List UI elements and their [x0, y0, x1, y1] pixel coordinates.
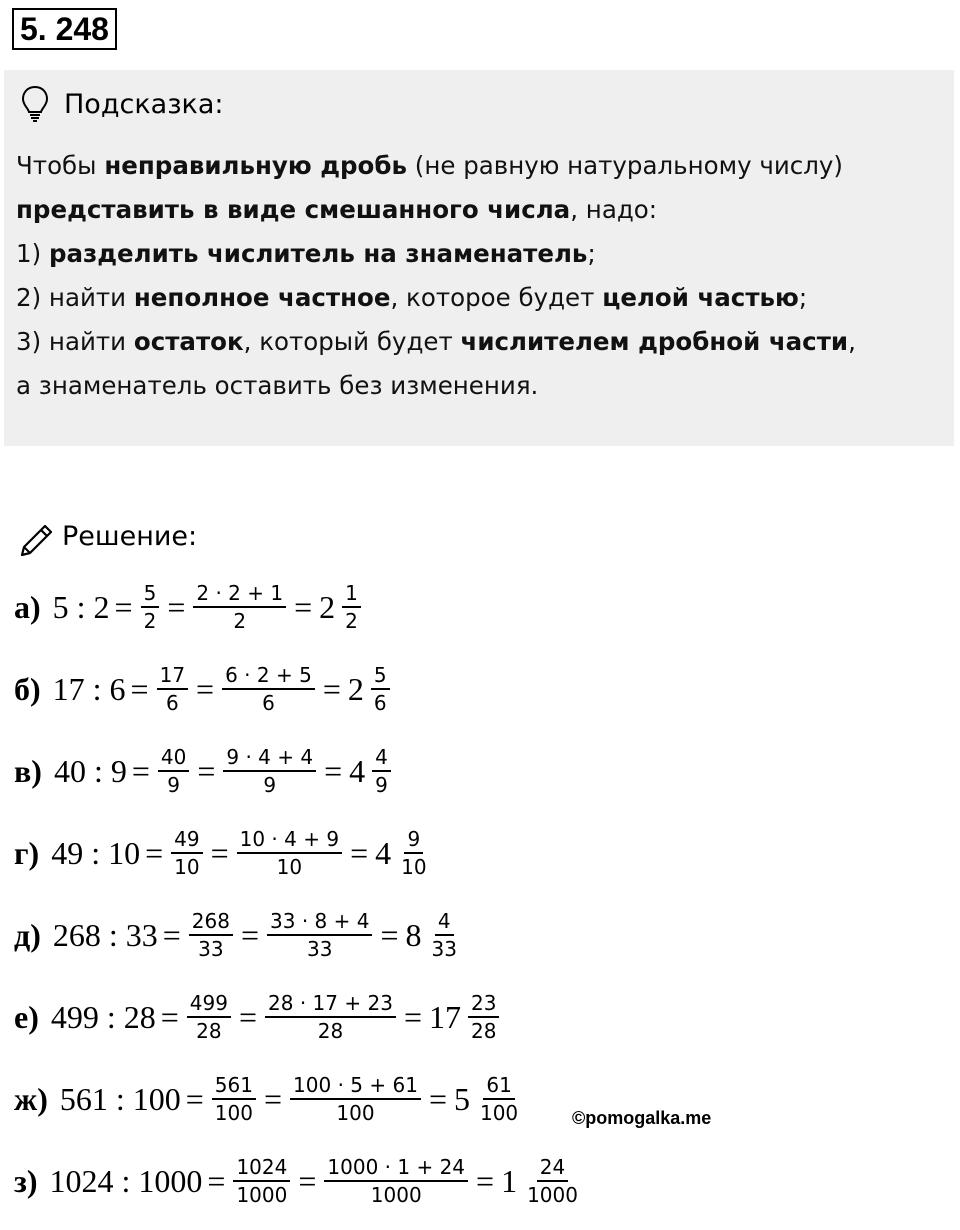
division-expression: 5 : 2 [52, 588, 110, 625]
hint-text-segment: ; [798, 283, 808, 312]
fractional-part [372, 744, 391, 798]
numerator: 24 [537, 1154, 568, 1182]
denominator: 10 [174, 855, 200, 879]
equation-label: ж) [14, 1080, 48, 1117]
pencil-icon [16, 516, 56, 556]
hint-text-segment: , надо: [570, 195, 658, 224]
numerator: 61 [483, 1072, 514, 1100]
equation-row [14, 654, 393, 724]
numerator: 2 · 2 + 1 [193, 580, 286, 608]
division-expression: 1024 : 1000 [49, 1162, 203, 1199]
numerator: 499 [187, 990, 231, 1018]
division-expression: 268 : 33 [52, 916, 158, 953]
improper-fraction [189, 908, 233, 962]
numerator: 1024 [233, 1154, 290, 1182]
numerator: 40 [158, 744, 189, 772]
improper-fraction [157, 662, 188, 716]
denominator: 33 [198, 937, 224, 961]
expanded-fraction [324, 1154, 468, 1208]
whole-part: 4 [375, 834, 392, 871]
whole-part: 2 [347, 670, 364, 707]
division-expression: 49 : 10 [51, 834, 141, 871]
numerator: 5 [371, 662, 390, 690]
equals-sign: = [131, 752, 150, 789]
hint-text [16, 144, 946, 408]
hint-line [16, 188, 946, 232]
equals-sign: = [196, 670, 215, 707]
equation-row [14, 736, 394, 806]
equals-sign: = [130, 670, 149, 707]
equals-sign: = [210, 834, 229, 871]
equals-sign: = [263, 1080, 283, 1117]
equals-sign: = [294, 588, 313, 625]
denominator: 2 [233, 609, 247, 633]
hint-text-segment: (не равную натуральному числу) [406, 151, 843, 180]
equation-label: а) [14, 588, 41, 625]
equation-label: д) [14, 916, 41, 953]
equals-sign: = [476, 1162, 495, 1199]
equals-sign: = [298, 1162, 317, 1199]
denominator: 100 [336, 1101, 375, 1125]
denominator: 28 [470, 1019, 497, 1043]
hint-line [16, 144, 946, 188]
equals-sign: = [403, 998, 422, 1035]
numerator: 49 [171, 826, 202, 854]
denominator: 1000 [370, 1183, 422, 1207]
equation-label: г) [14, 834, 40, 871]
hint-bold-text: представить в виде смешанного числа [16, 195, 571, 224]
hint-line [16, 320, 946, 364]
expanded-fraction [265, 990, 396, 1044]
hint-bold-text: остаток [133, 327, 244, 356]
hint-text-segment: 1) [16, 239, 49, 268]
whole-part: 4 [349, 752, 366, 789]
hint-bold-text: неполное частное [133, 283, 391, 312]
denominator: 9 [167, 773, 180, 797]
denominator: 6 [373, 691, 387, 715]
fractional-part [371, 662, 390, 716]
numerator: 17 [157, 662, 188, 690]
fractional-part [524, 1154, 581, 1208]
denominator: 28 [196, 1019, 222, 1043]
equals-sign: = [185, 1080, 204, 1117]
improper-fraction [187, 990, 231, 1044]
denominator: 1000 [236, 1183, 288, 1207]
hint-box [4, 70, 954, 446]
denominator: 9 [263, 773, 277, 797]
expanded-fraction [290, 1072, 421, 1126]
denominator: 2 [345, 609, 358, 633]
expanded-fraction [223, 744, 316, 798]
whole-part: 1 [501, 1162, 518, 1199]
hint-text-segment: Чтобы [16, 151, 105, 180]
numerator: 10 · 4 + 9 [237, 826, 342, 854]
denominator: 33 [307, 937, 333, 961]
expanded-fraction [267, 908, 372, 962]
hint-text-segment: 3) найти [16, 327, 134, 356]
improper-fraction [158, 744, 189, 798]
denominator: 9 [375, 773, 388, 797]
hint-text-segment: , которое будет [390, 283, 603, 312]
fractional-part [398, 826, 429, 880]
numerator: 5 [141, 580, 160, 608]
hint-line [16, 232, 946, 276]
fractional-part [477, 1072, 521, 1126]
hint-text-segment: а знаменатель оставить без изменения. [16, 371, 539, 400]
equation-row [14, 1146, 584, 1216]
numerator: 9 · 4 + 4 [223, 744, 316, 772]
numerator: 100 · 5 + 61 [290, 1072, 421, 1100]
expanded-fraction [237, 826, 342, 880]
equation-label: е) [14, 998, 39, 1035]
denominator: 33 [431, 937, 457, 961]
solution-title: Решение: [62, 520, 198, 552]
equals-sign: = [162, 916, 181, 953]
hint-text-segment: 2) найти [16, 283, 134, 312]
division-expression: 499 : 28 [50, 998, 156, 1035]
denominator: 2 [143, 609, 157, 633]
fractional-part [468, 990, 499, 1044]
numerator: 561 [212, 1072, 256, 1100]
equals-sign: = [324, 752, 343, 789]
equals-sign: = [207, 1162, 226, 1199]
hint-bold-text: неправильную дробь [104, 151, 407, 180]
denominator: 6 [262, 691, 275, 715]
equals-sign: = [322, 670, 341, 707]
whole-part: 8 [405, 916, 422, 953]
equation-row [14, 572, 364, 642]
problem-number: 5. 248 [12, 8, 117, 50]
equals-sign: = [197, 752, 216, 789]
hint-line [16, 364, 946, 408]
equation-row [14, 818, 433, 888]
hint-header [20, 84, 224, 124]
fractional-part [429, 908, 460, 962]
denominator: 100 [214, 1101, 253, 1125]
lightbulb-icon [20, 85, 50, 123]
improper-fraction [233, 1154, 290, 1208]
denominator: 1000 [527, 1183, 578, 1207]
hint-title: Подсказка: [64, 88, 224, 120]
equation-label: в) [14, 752, 42, 789]
hint-text-segment: ; [587, 239, 596, 268]
denominator: 10 [276, 855, 303, 879]
denominator: 10 [401, 855, 427, 879]
equation-row [14, 900, 463, 970]
solution-header [16, 514, 197, 558]
equals-sign: = [238, 998, 258, 1035]
equals-sign: = [380, 916, 399, 953]
hint-text-segment: , [848, 327, 856, 356]
numerator: 4 [435, 908, 454, 936]
hint-text-segment: , который будет [243, 327, 461, 356]
numerator: 6 · 2 + 5 [222, 662, 315, 690]
equation-label: з) [14, 1162, 38, 1199]
division-expression: 40 : 9 [53, 752, 127, 789]
division-expression: 17 : 6 [52, 670, 126, 707]
improper-fraction [141, 580, 160, 634]
whole-part: 5 [453, 1080, 470, 1117]
equals-sign: = [167, 588, 186, 625]
denominator: 28 [317, 1019, 344, 1043]
numerator: 28 · 17 + 23 [265, 990, 396, 1018]
numerator: 33 · 8 + 4 [267, 908, 372, 936]
improper-fraction [171, 826, 202, 880]
hint-bold-text: числителем дробной части [460, 327, 849, 356]
numerator: 23 [468, 990, 499, 1018]
watermark: ©pomogalka.me [572, 1108, 712, 1128]
equation-row [14, 982, 502, 1052]
improper-fraction [212, 1072, 256, 1126]
whole-part: 2 [319, 588, 336, 625]
hint-bold-text: разделить числитель на знаменатель [48, 239, 588, 268]
equals-sign: = [240, 916, 260, 953]
equation-row [14, 1064, 524, 1134]
equals-sign: = [145, 834, 164, 871]
hint-line [16, 276, 946, 320]
expanded-fraction [222, 662, 315, 716]
equals-sign: = [160, 998, 179, 1035]
numerator: 4 [372, 744, 391, 772]
fractional-part [342, 580, 361, 634]
division-expression: 561 : 100 [59, 1080, 181, 1117]
whole-part: 17 [428, 998, 461, 1035]
equals-sign: = [114, 588, 133, 625]
numerator: 1000 · 1 + 24 [324, 1154, 468, 1182]
equals-sign: = [350, 834, 369, 871]
numerator: 1 [342, 580, 361, 608]
denominator: 100 [479, 1101, 519, 1125]
numerator: 9 [404, 826, 423, 854]
expanded-fraction [193, 580, 286, 634]
denominator: 6 [165, 691, 179, 715]
numerator: 268 [189, 908, 233, 936]
equals-sign: = [428, 1080, 447, 1117]
equation-label: б) [14, 670, 41, 707]
hint-bold-text: целой частью [602, 283, 799, 312]
